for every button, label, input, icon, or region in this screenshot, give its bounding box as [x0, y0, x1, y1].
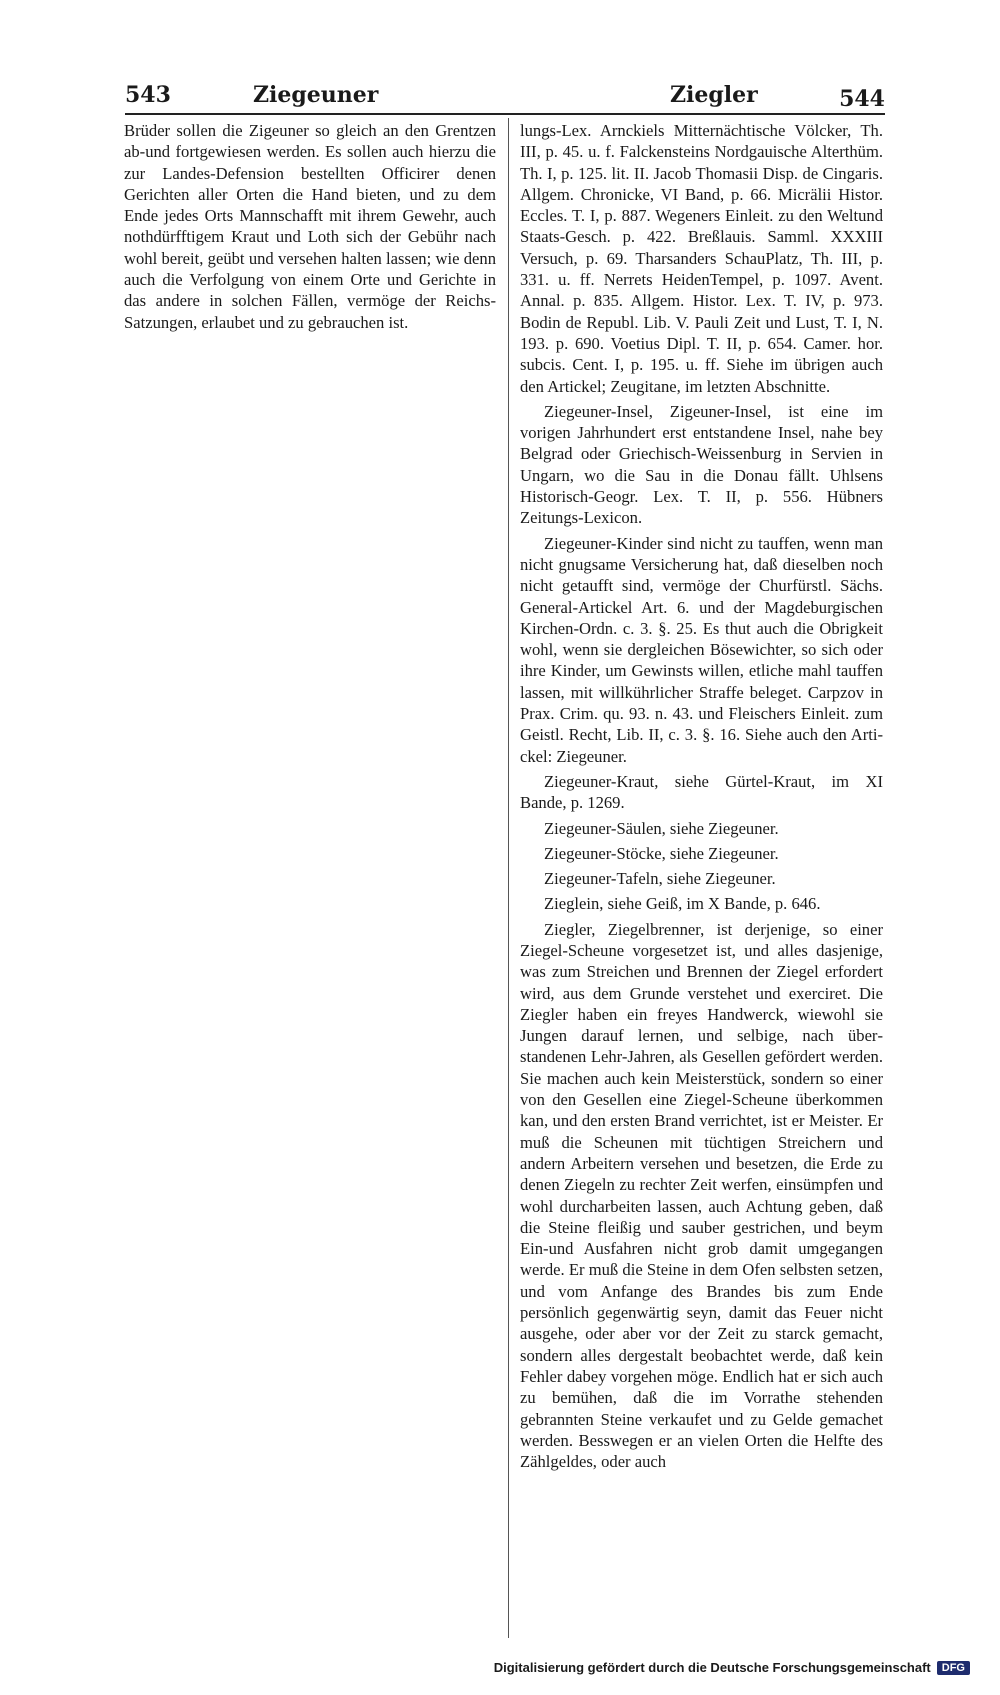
entry-ziegeuner-kinder: Ziegeuner-Kinder sind nicht zu tauffen, wenn man nicht gnugsame Versicherung hat, daß dieselben noch nicht getaufft sind, vermöge der Churfürstl. Sächs. General-Artickel Art. 6. und der Magdeburgischen Kirchen-Ordn. c. 3. §. 25. Es thut auch die Obrigkeit wohl, wenn sie dergleichen Bösewichter, so sich oder ihre Kinder, um Gewinsts willen, etliche mahl tauffen lassen, mit willkührlicher Straffe beleget. Carpzov in Prax. Crim. qu. 93. n. 43. und Fleischers Einleit. zum Geistl. Recht, Lib. II, c. 3. §. 16. Siehe auch den Artickel: Ziegeuner.	[520, 533, 883, 766]
paragraph: Brüder sollen die Zigeuner so gleich an den Grentzen ab-und fortgewiesen werden. Es sollen auch hierzu die zur Landes-Defension bestellten Officirer denen Gerichten aller Orten die Hand bieten, und zu dem Ende jedes Orts Mannschafft mit ihrem Gewehr, auch nothdürfftigem Kraut und Loth sich der Gebühr nach wohl bereit, geübt und versehen halten lassen; wie denn auch die Verfolgung von einem Orte und Gerichte in das andere in solchen Fällen, vermöge der Reichs-Satzungen, erlaubet und zu gebrauchen ist.	[124, 121, 496, 332]
page-number-left: 543	[125, 82, 171, 108]
running-title-left: Ziegeuner	[253, 82, 379, 108]
entry-ziegeuner-tafeln: Ziegeuner-Tafeln, siehe Ziegeuner.	[544, 869, 776, 889]
left-column	[124, 120, 496, 337]
column-divider	[508, 118, 509, 1638]
entry-ziegler: Ziegler, Ziegelbrenner, ist derjenige, so einer Ziegel-Scheune vorgesetzet ist, und alles dasjenige, was zum Streichen und Brennen der Ziegel erfordert wird, aus dem Grunde verstehet und exerciret. Die Ziegler haben ein freyes Handwerck, wiewohl sie Jungen darauf lernen, und selbige, nach überstandenen Lehr-Jahren, als Gesellen gefördert werden. Sie machen auch kein Meisterstück, sondern so einer von den Gesellen eine Ziegel-Scheune überkommen kan, und den ersten Brand verrichtet, ist er Meister. Er muß die Scheunen mit tüchtigen Streichern und andern Arbeitern versehen und besetzen, die Erde zu denen Ziegeln zu rechter Zeit werfen, einsümpfen und wohl durcharbeiten lassen, auch Achtung geben, daß die Steine fleißig und sauber gestrichen, und beym Ein-und Ausfahren nicht grob damit umgegangen werde. Er muß die Steine in dem Ofen selbsten setzen, und vom Anfange des Brandes bis zum Ende persönlich gegenwärtig seyn, damit das Feuer nicht ausgehe, oder aber vor der Zeit zu starck gemacht, sondern alles dergestalt beobachtet werde, daß kein Fehler dabey vorgehen möge. Endlich hat er sich auch zu bemühen, daß die im Vorrathe stehenden gebrannten Steine verkaufet und zu Gelde gemachet werden. Besswegen er an vielen Orten die Helfte des Zählgeldes, oder auch	[520, 919, 883, 1472]
digitization-footer	[494, 1660, 970, 1675]
entry-zieglein: Zieglein, siehe Geiß, im X Bande, p. 646.	[544, 894, 821, 914]
right-column	[520, 120, 883, 1476]
entry-ziegeuner-stoecke: Ziegeuner-Stöcke, siehe Ziegeuner.	[544, 843, 779, 863]
running-title-right: Ziegler	[670, 82, 758, 108]
header-rule	[125, 113, 885, 115]
entry-ziegeuner-saeulen: Ziegeuner-Säulen, siehe Ziegeuner.	[544, 818, 779, 838]
footer-text: Digitalisierung gefördert durch die Deutsche Forschungsgemeinschaft	[493, 1660, 931, 1675]
dfg-logo: DFG	[937, 1661, 970, 1675]
paragraph: lungs-Lex. Arnckiels Mitternächtische Völcker, Th. III, p. 45. u. f. Falckensteins Nordgauische Alterthüm. Th. I, p. 125. lit. II. Jacob Thomasii Disp. de Cingaris. Allgem. Chronicke, VI Band, p. 66. Micrälii Histor. Eccles. T. I, p. 887. Wegeners Einleit. zu den Weltund Staats-Gesch. p. 422. Breßlauis. Samml. XXXIII Versuch, p. 69. Tharsanders SchauPlatz, Th. III, p. 331. u. ff. Nerrets HeidenTempel, p. 1097. Avent. Annal. p. 835. Allgem. Histor. Lex. T. IV, p. 973. Bodin de Republ. Lib. V. Pauli Zeit und Lust, T. I, N. 193. p. 690. Voetius Dipl. T. II, p. 654. Camer. hor. subcis. Cent. I, p. 195. u. ff. Siehe im übrigen auch den Artickel; Zeugitane, im letzten Abschnitte.	[520, 121, 883, 396]
page-number-right: 544	[839, 86, 885, 112]
entry-ziegeuner-insel: Ziegeuner-Insel, Zigeuner-Insel, ist eine im vorigen Jahrhundert erst entstandene Insel, nahe bey Belgrad oder Griechisch-Weissenburg in Servien in Ungarn, wo die Sau in die Donau fällt. Uhlsens Historisch-Geogr. Lex. T. II, p. 556. Hübners Zeitungs-Lexicon.	[520, 401, 883, 528]
entry-ziegeuner-kraut: Ziegeuner-Kraut, siehe Gürtel-Kraut, im XI Bande, p. 1269.	[520, 771, 883, 813]
page-header	[125, 80, 885, 114]
